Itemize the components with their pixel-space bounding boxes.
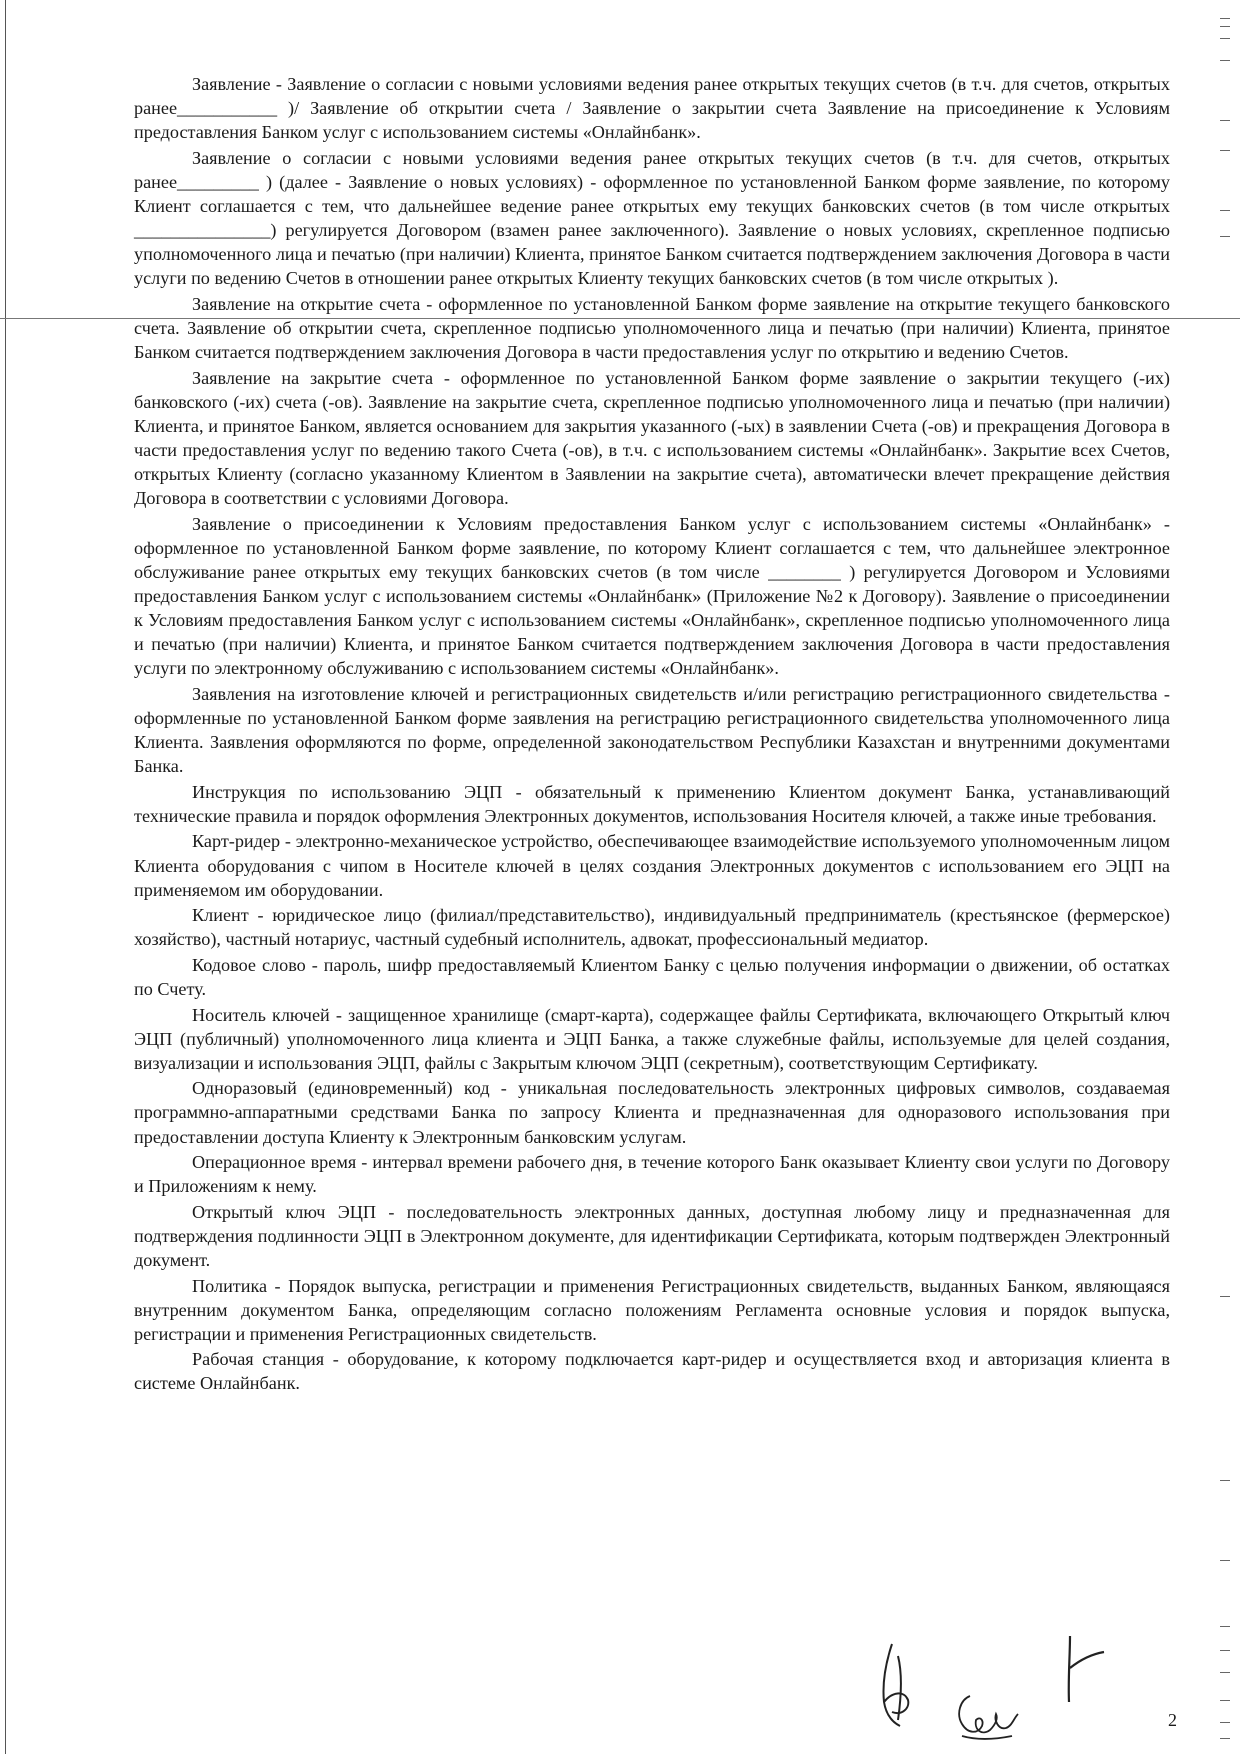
paragraph-client: Клиент - юридическое лицо (филиал/представительство), индивидуальный предприниматель (крестьянское (фермерское) хозяйство), частный нотариус, частный судебный исполнитель, адвокат, профессиональный медиатор.: [134, 905, 1170, 950]
paragraph-public-key: Открытый ключ ЭЦП - последовательность электронных данных, доступная любому лицу и предназначенная для подтверждения подлинности ЭЦП в Электронном документе, для идентификации Сертификата, которым подтвержден Электронный документ.: [134, 1201, 1170, 1270]
paragraph-keys-certificates: Заявления на изготовление ключей и регистрационных свидетельств и/или регистрацию регистрационного свидетельства - оформленные по установленной Банком форме заявления на регистрацию регистрационного свидетельства уполномоченного лица Клиента. Заявления оформляются по форме, определенной законодательством Республики Казахстан и внутренними документами Банка.: [134, 683, 1170, 777]
paragraph-workstation: Рабочая станция - оборудование, к которому подключается карт-ридер и осуществляется вход и авторизация клиента в системе Онлайнбанк.: [134, 1349, 1170, 1394]
document-body: [134, 72, 1170, 1397]
handwritten-signature: [952, 1690, 1022, 1744]
paragraph-card-reader: Карт-ридер - электронно-механическое устройство, обеспечивающее взаимодействие используемого уполномоченным лицом Клиента оборудования с чипом в Носителе ключей в целях создания Электронных документов с использованием его ЭЦП на применяемом им оборудовании.: [134, 831, 1170, 900]
paragraph-one-time-code: Одноразовый (единовременный) код - уникальная последовательность электронных цифровых символов, создаваемая программно-аппаратными средствами Банка по запросу Клиента и предназначенная для одноразового использования при предоставлении доступа Клиенту к Электронным банковским услугам.: [134, 1078, 1170, 1147]
scan-right-edge-marks: [1220, 0, 1232, 1754]
page-number: 2: [1168, 1710, 1177, 1730]
paragraph-statement: Заявление - Заявление о согласии с новыми условиями ведения ранее открытых текущих счетов (в т.ч. для счетов, открытых ранее___________ )/ Заявление об открытии счета / Заявление о закрытии счета Заявление на присоединение к Условиям предоставления Банком услуг с использованием системы «Онлайнбанк».: [134, 74, 1170, 143]
scan-left-edge: [5, 0, 6, 1754]
handwritten-initial-mark: [1060, 1632, 1106, 1704]
paragraph-key-carrier: Носитель ключей - защищенное хранилище (смарт-карта), содержащее файлы Сертификата, включающего Открытый ключ ЭЦП (публичный) уполномоченного лица клиента и ЭЦП Банка, а также служебные файлы, используемые для целей создания, визуализации и использования ЭЦП, файлы с Закрытым ключом ЭЦП (секретным), соответствующим Сертификату.: [134, 1004, 1170, 1073]
paragraph-account-opening: Заявление на открытие счета - оформленное по установленной Банком форме заявление на открытие текущего банковского счета. Заявление об открытии счета, скрепленное подписью уполномоченного лица и печатью (при наличии) Клиента, принятое Банком считается подтверждением заключения Договора в части предоставления услуг по открытию и ведению Счетов.: [134, 293, 1170, 363]
handwritten-signature-mark: [862, 1642, 932, 1732]
paragraph-policy: Политика - Порядок выпуска, регистрации и применения Регистрационных свидетельств, выданных Банком, являющаяся внутренним документом Банка, определяющим согласно положениям Регламента основные условия и порядок выпуска, регистрации и применения Регистрационных свидетельств.: [134, 1275, 1170, 1344]
paragraph-new-conditions: Заявление о согласии с новыми условиями ведения ранее открытых текущих счетов (в т.ч. для счетов, открытых ранее_________ ) (далее - Заявление о новых условиях) - оформленное по установленной Банком форме заявление, по которому Клиент соглашается с тем, что дальнейшее ведение ранее открытых ему текущих банковских счетов (в том числе открытых _______________) регулируется Договором (взамен ранее заключенного). Заявление о новых условиях, скрепленное подписью уполномоченного лица и печатью (при наличии) Клиента, принятое Банком считается подтверждением заключения Договора в части услуги по ведению Счетов в отношении ранее открытых Клиенту текущих банковских счетов (в том числе открытых ).: [134, 147, 1170, 289]
paragraph-account-closing: Заявление на закрытие счета - оформленное по установленной Банком форме заявление о закрытии текущего (-их) банковского (-их) счета (-ов). Заявление на закрытие счета, скрепленное подписью уполномоченного лица и печатью (при наличии) Клиента, и принятое Банком, является основанием для закрытия указанного (-ых) в заявлении Счета (-ов) и прекращения Договора в части предоставления услуг по ведению такого Счета (-ов), в т.ч. с использованием системы «Онлайнбанк». Закрытие всех Счетов, открытых Клиенту (согласно указанному Клиентом в Заявлении на закрытие счета), автоматически влечет прекращение действия Договора в соответствии с условиями Договора.: [134, 367, 1170, 509]
paragraph-operating-time: Операционное время - интервал времени рабочего дня, в течение которого Банк оказывает Клиенту свои услуги по Договору и Приложениям к нему.: [134, 1152, 1170, 1197]
paragraph-onlinebank-accession: Заявление о присоединении к Условиям предоставления Банком услуг с использованием системы «Онлайнбанк» - оформленное по установленной Банком форме заявление, по которому Клиент соглашается с тем, что дальнейшее электронное обслуживание ранее открытых ему текущих банковских счетов (в том числе ________ ) регулируется Договором и Условиями предоставления Банком услуг с использованием системы «Онлайнбанк» (Приложение №2 к Договору). Заявление о присоединении к Условиям предоставления Банком услуг с использованием системы «Онлайнбанк», скрепленное подписью уполномоченного лица и печатью (при наличии) Клиента, и принятое Банком считается подтверждением заключения Договора в части предоставления услуги по электронному обслуживанию с использованием системы «Онлайнбанк».: [134, 513, 1170, 679]
paragraph-eds-instruction: Инструкция по использованию ЭЦП - обязательный к применению Клиентом документ Банка, устанавливающий технические правила и порядок оформления Электронных документов, использования Носителя ключей, а также иные требования.: [134, 781, 1170, 826]
paragraph-code-word: Кодовое слово - пароль, шифр предоставляемый Клиентом Банку с целью получения информации о движении, об остатках по Счету.: [134, 954, 1170, 999]
